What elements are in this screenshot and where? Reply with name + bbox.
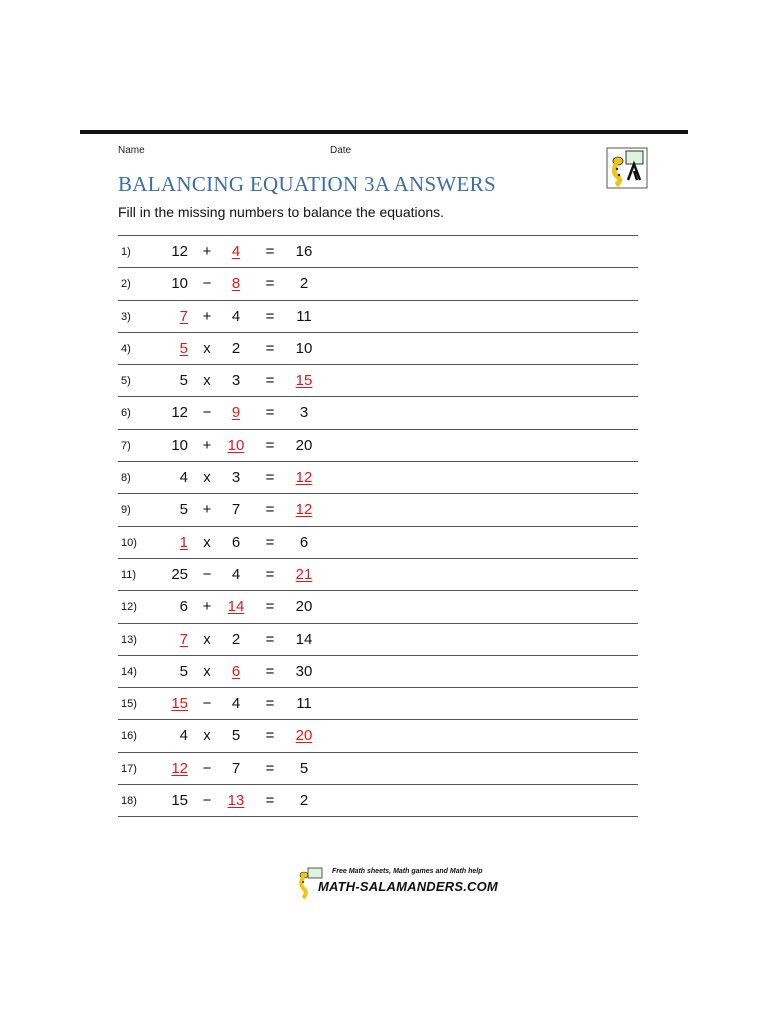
result-answer: 21 — [295, 565, 313, 583]
operand-b: 3 — [231, 372, 241, 390]
operand-a-answer: 1 — [179, 533, 188, 551]
question-number: 13) — [121, 633, 137, 646]
operator: − — [202, 792, 212, 810]
question-number: 9) — [121, 504, 131, 517]
question-number: 6) — [121, 407, 131, 420]
result-answer: 12 — [295, 469, 313, 487]
operator: x — [203, 630, 211, 648]
equation-row — [118, 333, 638, 365]
operator: + — [202, 501, 212, 519]
operand-b-answer: 8 — [231, 275, 241, 293]
date-label: Date — [330, 145, 352, 156]
operand-b-answer: 9 — [231, 404, 241, 422]
equals-sign: = — [265, 307, 275, 325]
equals-sign: = — [265, 533, 275, 551]
equals-sign: = — [265, 436, 275, 454]
operand-b: 7 — [231, 759, 241, 777]
instructions-text: Fill in the missing numbers to balance the equations. — [118, 204, 445, 220]
equations-table — [118, 235, 638, 817]
operator: x — [203, 469, 211, 487]
question-number: 1) — [121, 246, 131, 258]
operand-b-answer: 6 — [231, 662, 241, 680]
result: 2 — [299, 792, 309, 810]
equals-sign: = — [265, 565, 275, 583]
equation-row — [118, 397, 638, 429]
operand-b: 3 — [231, 469, 241, 487]
equation-row — [118, 301, 638, 333]
equation-row — [118, 430, 638, 462]
equation-row — [118, 688, 638, 720]
operator: − — [202, 565, 212, 583]
question-number: 4) — [121, 342, 131, 355]
equals-sign: = — [265, 243, 275, 260]
page-title: BALANCING EQUATION 3A ANSWERS — [118, 172, 496, 196]
question-number: 16) — [121, 730, 137, 743]
operand-a: 5 — [179, 662, 188, 680]
operand-b: 4 — [231, 307, 241, 325]
operand-a: 10 — [171, 275, 188, 293]
footer-tagline: Free Math sheets, Math games and Math help — [332, 868, 483, 875]
operator: x — [203, 533, 211, 551]
equation-row — [118, 559, 638, 591]
question-number: 14) — [121, 665, 137, 678]
operand-a-answer: 15 — [171, 695, 188, 713]
question-number: 7) — [121, 439, 131, 452]
result-answer: 15 — [295, 372, 313, 390]
equation-row — [118, 753, 638, 785]
operand-a-answer: 12 — [171, 759, 188, 777]
equals-sign: = — [265, 404, 275, 422]
equals-sign: = — [265, 501, 275, 519]
question-number: 17) — [121, 762, 137, 775]
operand-b-answer: 4 — [231, 243, 241, 260]
equation-row — [118, 527, 638, 559]
operand-a: 4 — [179, 727, 188, 745]
operator: − — [202, 759, 212, 777]
operator: x — [203, 662, 211, 680]
operand-b-answer: 13 — [227, 792, 245, 810]
equals-sign: = — [265, 662, 275, 680]
result: 20 — [295, 436, 313, 454]
operator: − — [202, 404, 212, 422]
equals-sign: = — [265, 469, 275, 487]
equation-row — [118, 494, 638, 526]
operand-a-answer: 7 — [179, 307, 188, 325]
operator: x — [203, 339, 211, 357]
question-number: 15) — [121, 698, 137, 711]
result: 20 — [295, 598, 313, 616]
question-number: 18) — [121, 795, 137, 808]
result: 10 — [295, 339, 313, 357]
equation-row — [118, 591, 638, 623]
result: 16 — [295, 243, 313, 260]
operator: + — [202, 307, 212, 325]
operand-a: 5 — [179, 501, 188, 519]
equals-sign: = — [265, 275, 275, 293]
operand-a: 25 — [171, 565, 188, 583]
operator: x — [203, 727, 211, 745]
equals-sign: = — [265, 727, 275, 745]
equals-sign: = — [265, 339, 275, 357]
result: 2 — [299, 275, 309, 293]
operator: + — [202, 243, 212, 260]
operand-b: 5 — [231, 727, 241, 745]
operand-b-answer: 14 — [227, 598, 245, 616]
operand-b: 4 — [231, 695, 241, 713]
result: 11 — [296, 695, 312, 713]
operand-a: 6 — [179, 598, 188, 616]
equals-sign: = — [265, 372, 275, 390]
result-answer: 20 — [295, 727, 313, 745]
operand-b: 7 — [231, 501, 241, 519]
name-label: Name — [118, 145, 145, 156]
operand-b: 2 — [231, 630, 241, 648]
equation-row — [118, 236, 638, 268]
equals-sign: = — [265, 792, 275, 810]
operand-a: 12 — [171, 243, 188, 260]
result-answer: 12 — [295, 501, 313, 519]
operand-b: 4 — [231, 565, 241, 583]
operand-b: 2 — [231, 339, 241, 357]
equals-sign: = — [265, 695, 275, 713]
result: 6 — [299, 533, 309, 551]
operand-a: 4 — [179, 469, 188, 487]
equation-row — [118, 462, 638, 494]
equation-row — [118, 785, 638, 817]
operand-a-answer: 5 — [179, 339, 188, 357]
result: 5 — [299, 759, 309, 777]
operand-b-answer: 10 — [227, 436, 245, 454]
equals-sign: = — [265, 759, 275, 777]
result: 3 — [299, 404, 309, 422]
result: 11 — [296, 307, 312, 325]
top-rule — [80, 130, 688, 134]
operand-a-answer: 7 — [179, 630, 188, 648]
equals-sign: = — [265, 630, 275, 648]
operand-b: 6 — [231, 533, 241, 551]
operand-a: 10 — [171, 436, 188, 454]
equation-row — [118, 624, 638, 656]
footer-site-name: MATH-SALAMANDERS.COM — [318, 879, 498, 894]
site-footer-logo — [296, 866, 498, 900]
question-number: 5) — [121, 375, 131, 388]
equation-row — [118, 720, 638, 752]
operator: − — [202, 275, 212, 293]
equation-row — [118, 365, 638, 397]
equation-row — [118, 268, 638, 300]
operand-a: 15 — [171, 792, 188, 810]
question-number: 3) — [121, 310, 131, 323]
operand-a: 5 — [179, 372, 188, 390]
question-number: 11) — [121, 568, 137, 581]
salamander-logo-icon — [606, 147, 648, 189]
result: 14 — [295, 630, 313, 648]
question-number: 12) — [121, 601, 137, 614]
operator: + — [202, 598, 212, 616]
operator: − — [202, 695, 212, 713]
operator: x — [203, 372, 211, 390]
operator: + — [202, 436, 212, 454]
equation-row — [118, 656, 638, 688]
question-number: 8) — [121, 472, 131, 485]
operand-a: 12 — [171, 404, 188, 422]
question-number: 10) — [121, 536, 137, 549]
result: 30 — [295, 662, 313, 680]
equals-sign: = — [265, 598, 275, 616]
question-number: 2) — [121, 278, 131, 291]
